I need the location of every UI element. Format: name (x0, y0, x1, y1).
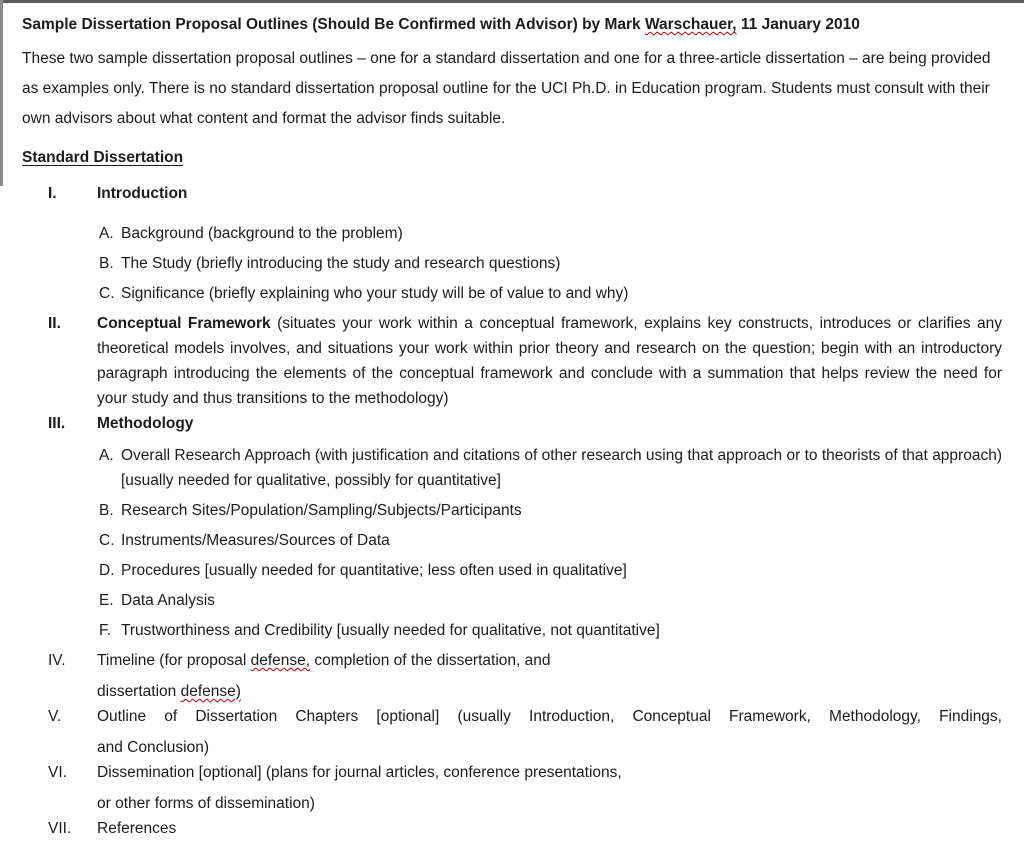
sub-item-procedures (99, 558, 1002, 583)
misspelled-word: defense, (250, 652, 311, 669)
sub-letter: A. (99, 447, 114, 464)
dissemination-line2: or other forms of dissemination) (97, 795, 315, 812)
item-title: Introduction (97, 185, 188, 202)
title-text-lead: Sample Dissertation Proposal Outlines (Should Be Confirmed with Advisor) by Mark (22, 16, 645, 33)
outline-item-timeline (48, 648, 1002, 704)
sub-item-the-study (99, 251, 1002, 276)
roman-numeral: V. (48, 708, 62, 725)
sub-letter: E. (99, 592, 114, 609)
roman-numeral: IV. (48, 652, 66, 669)
sub-text: Overall Research Approach (with justification and citations of other research using that approach or to theorists of that approach) [usually needed for qualitative, possibly for quantitative] (121, 447, 1002, 489)
outline-item-introduction (48, 181, 1002, 206)
page-edge-left (0, 0, 3, 186)
sub-letter: B. (99, 255, 114, 272)
roman-numeral: VI. (48, 764, 67, 781)
sub-item-background (99, 221, 1002, 246)
text-segment: Timeline (for proposal (97, 652, 251, 669)
outline-item-dissemination (48, 760, 1002, 816)
sub-text: Instruments/Measures/Sources of Data (121, 532, 390, 549)
item-title: Conceptual Framework (97, 315, 271, 332)
sub-text: Significance (briefly explaining who your study will be of value to and why) (121, 285, 629, 302)
title-date: 11 January 2010 (736, 16, 860, 33)
sub-text: Trustworthiness and Credibility [usually needed for qualitative, not quantitative] (121, 622, 660, 639)
roman-numeral: VII. (48, 820, 72, 837)
sub-letter: A. (99, 225, 114, 242)
sub-text: Background (background to the problem) (121, 225, 403, 242)
sub-letter: C. (99, 532, 115, 549)
sub-text: Research Sites/Population/Sampling/Subjects/Participants (121, 502, 522, 519)
sub-item-research-approach (99, 443, 1002, 493)
section-heading (22, 147, 1002, 169)
text-segment: dissertation (97, 683, 181, 700)
roman-numeral: I. (48, 185, 57, 202)
sub-text: The Study (briefly introducing the study and research questions) (121, 255, 561, 272)
item-body (97, 311, 1002, 411)
text-segment: completion of the dissertation, and (310, 652, 551, 669)
misspelled-word: defense) (180, 683, 241, 700)
sub-text: Procedures [usually needed for quantitative; less often used in qualitative] (121, 562, 627, 579)
item-body (97, 760, 1002, 816)
outline-item-references (48, 816, 1002, 841)
roman-numeral: II. (48, 315, 61, 332)
sub-item-trustworthiness (99, 618, 1002, 643)
sub-text: Data Analysis (121, 592, 215, 609)
outline-item-conceptual-framework (48, 311, 1002, 411)
sub-item-instruments (99, 528, 1002, 553)
roman-numeral: III. (48, 415, 66, 432)
page-title (22, 14, 1002, 36)
chapters-line2: and Conclusion) (97, 739, 210, 756)
item-description: (situates your work within a conceptual framework, explains key constructs, introduces or clarifies any theoretical models involves, and situations your work within prior theory and research on the question; begin with an introductory paragraph introducing the elements of the conceptual framework and conclude with a summation that helps review the need for your study and thus transitions to the methodology) (97, 315, 1002, 407)
intro-paragraph: These two sample dissertation proposal outlines – one for a standard dissertation and one for a three-article dissertation – are being provided as examples only. There is no standard dissertation proposal outline for the UCI Ph.D. in Education program. Students must consult with their own advisors about what content and format the advisor finds suitable. (22, 50, 991, 127)
outline-item-methodology (48, 411, 1002, 436)
title-misspelled-word: Warschauer, (644, 16, 737, 33)
outline-item-chapters (48, 704, 1002, 760)
outline-list (48, 181, 1002, 841)
sub-item-data-analysis (99, 588, 1002, 613)
sub-list-introduction (99, 221, 1002, 306)
chapters-line1: Outline of Dissertation Chapters [optional] (usually Introduction, Conceptual Framework, Methodology, Findings, (97, 708, 1002, 725)
timeline-line1 (97, 648, 1002, 673)
sub-letter: B. (99, 502, 114, 519)
item-body (97, 648, 1002, 704)
item-title: References (97, 820, 177, 837)
sub-item-significance (99, 281, 1002, 306)
dissemination-line1: Dissemination [optional] (plans for journal articles, conference presentations, (97, 764, 622, 781)
page-edge-top (0, 0, 1024, 3)
sub-letter: F. (99, 622, 112, 639)
item-body (97, 704, 1002, 760)
item-title: Methodology (97, 415, 194, 432)
timeline-line2 (97, 679, 1002, 704)
sub-item-research-sites (99, 498, 1002, 523)
section-heading-text: Standard Dissertation (22, 149, 184, 166)
sub-letter: D. (99, 562, 115, 579)
sub-letter: C. (99, 285, 115, 302)
sub-list-methodology (99, 443, 1002, 643)
